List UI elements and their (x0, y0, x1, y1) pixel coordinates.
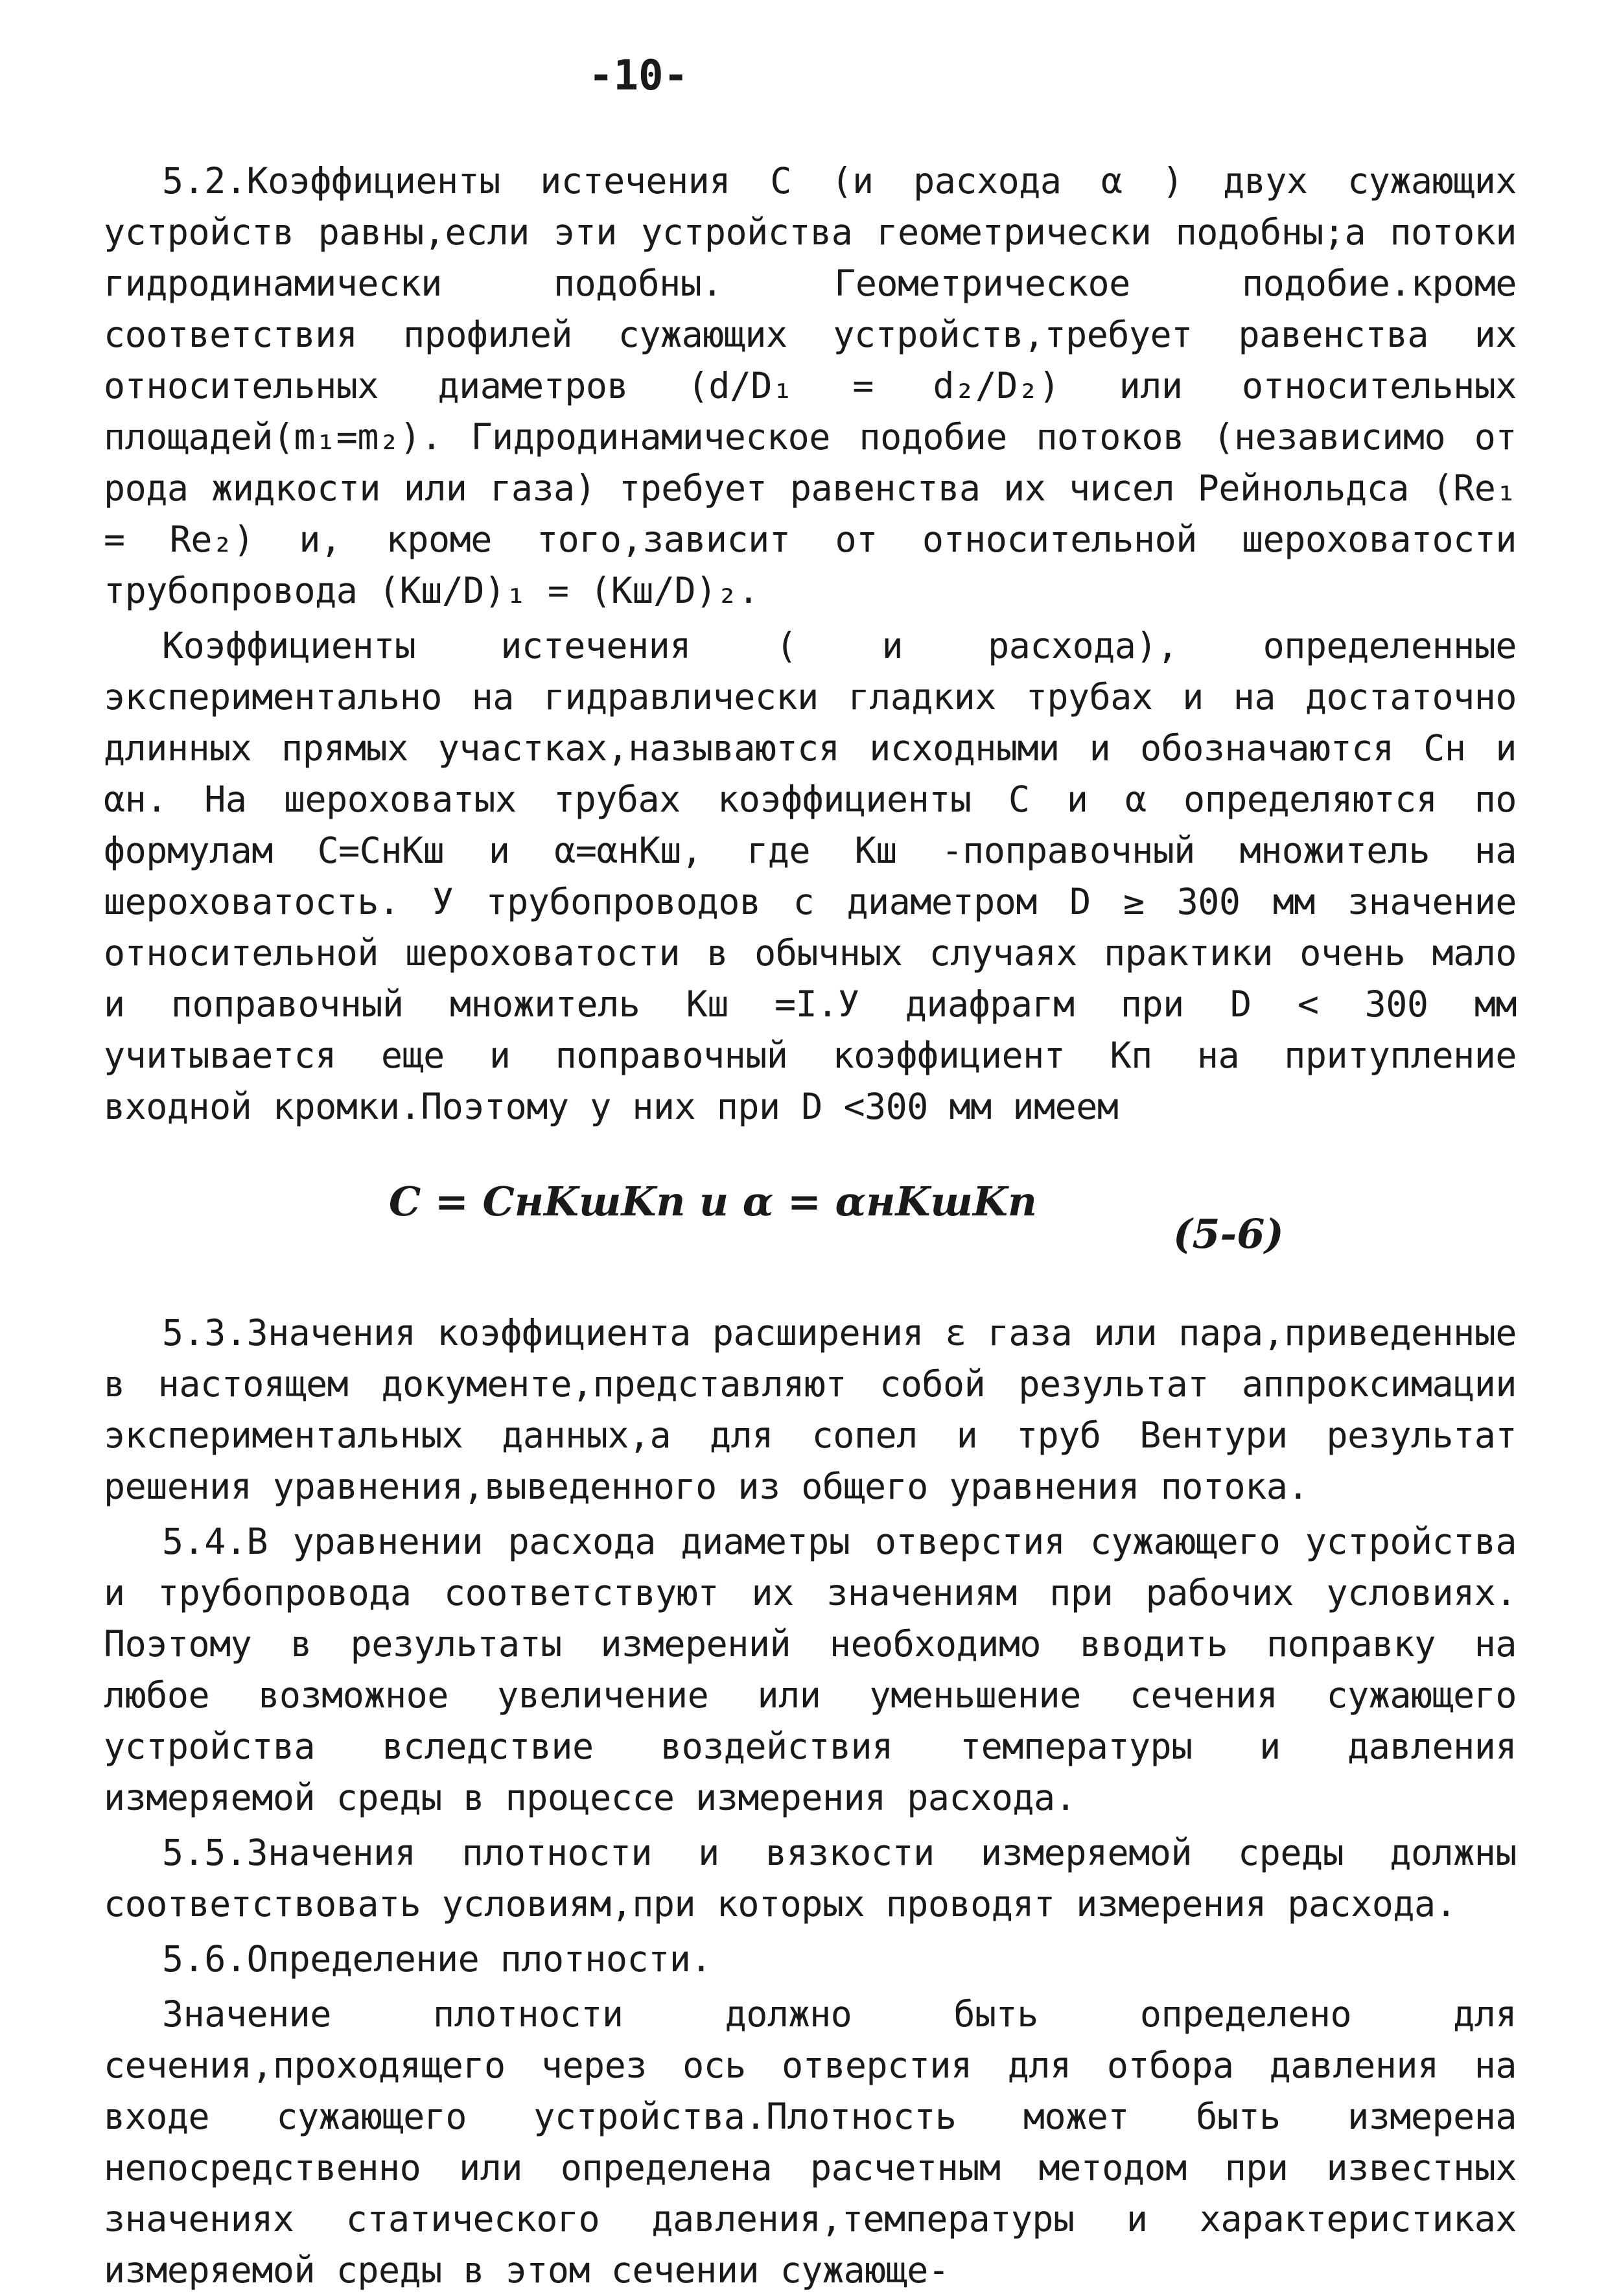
paragraph-5-4: 5.4.В уравнении расхода диаметры отверстия сужающего устройства и трубопровода соответствуют их значениям при рабочих условиях. Поэтому в результаты измерений необходимо вводить поправку на любое возможное увеличение или уменьшение сечения сужающего устройства вследствие воздействия температуры и давления измеряемой среды в процессе измерения расхода. (104, 1521, 1517, 1818)
paragraph-5-2: 5.2.Коэффициенты истечения С (и расхода α ) двух сужающих устройств равны,если эти устройства геометрически подобны;а потоки гидродинамически подобны. Геометрическое подобие.кроме соответствия профилей сужающих устройств,требует равенства их относительных диаметров (d/D₁ = d₂/D₂) или относительных площадей(m₁=m₂). Гидродинамическое подобие потоков (независимо от рода жидкости или газа) требует равенства их чисел Рейнольдса (Re₁ = Re₂) и, кроме того,зависит от относительной шероховатости трубопровода (Kш/D)₁ = (Kш/D)₂. (104, 160, 1517, 611)
paragraph-coefficients: Коэффициенты истечения ( и расхода), определенные экспериментально на гидравлически гладких трубах и на достаточно длинных прямых участках,называются исходными и обозначаются Cн и αн. На шероховатых трубах коэффициенты С и α определяются по формулам С=CнKш и α=αнKш, где Kш -поправочный множитель на шероховатость. У трубопроводов с диаметром D ≥ 300 мм значение относительной шероховатости в обычных случаях практики очень мало и поправочный множитель Kш =I.У диафрагм при D < 300 мм учитывается еще и поправочный коэффициент Kп на притупление входной кромки.Поэтому у них при D <300 мм имеем (104, 625, 1517, 1127)
formula-5-6 (104, 1165, 1517, 1282)
paragraph-density: Значение плотности должно быть определено для сечения,проходящего через ось отверстия для отбора давления на входе сужающего устройства.Плотность может быть измерена непосредственно или определена расчетным методом при известных значениях статического давления,температуры и характеристиках измеряемой среды в этом сечении сужающе- (104, 1993, 1517, 2291)
formula-number: (5-6) (1173, 1210, 1284, 1258)
document-page (104, 39, 1517, 2291)
formula-expression: C = CнKшKп и α = αнKшKп (389, 1178, 1037, 1225)
document-body (104, 156, 1517, 2296)
page-number: -10- (588, 52, 689, 100)
paragraph-5-6-heading: 5.6.Определение плотности. (162, 1938, 712, 1980)
paragraph-5-5: 5.5.Значения плотности и вязкости измеряемой среды должны соответствовать условиям,при которых проводят измерения расхода. (104, 1832, 1517, 1925)
paragraph-5-3: 5.3.Значения коэффициента расширения ε газа или пара,приведенные в настоящем документе,представляют собой результат аппроксимации экспериментальных данных,а для сопел и труб Вентури результат решения уравнения,выведенного из общего уравнения потока. (104, 1312, 1517, 1507)
